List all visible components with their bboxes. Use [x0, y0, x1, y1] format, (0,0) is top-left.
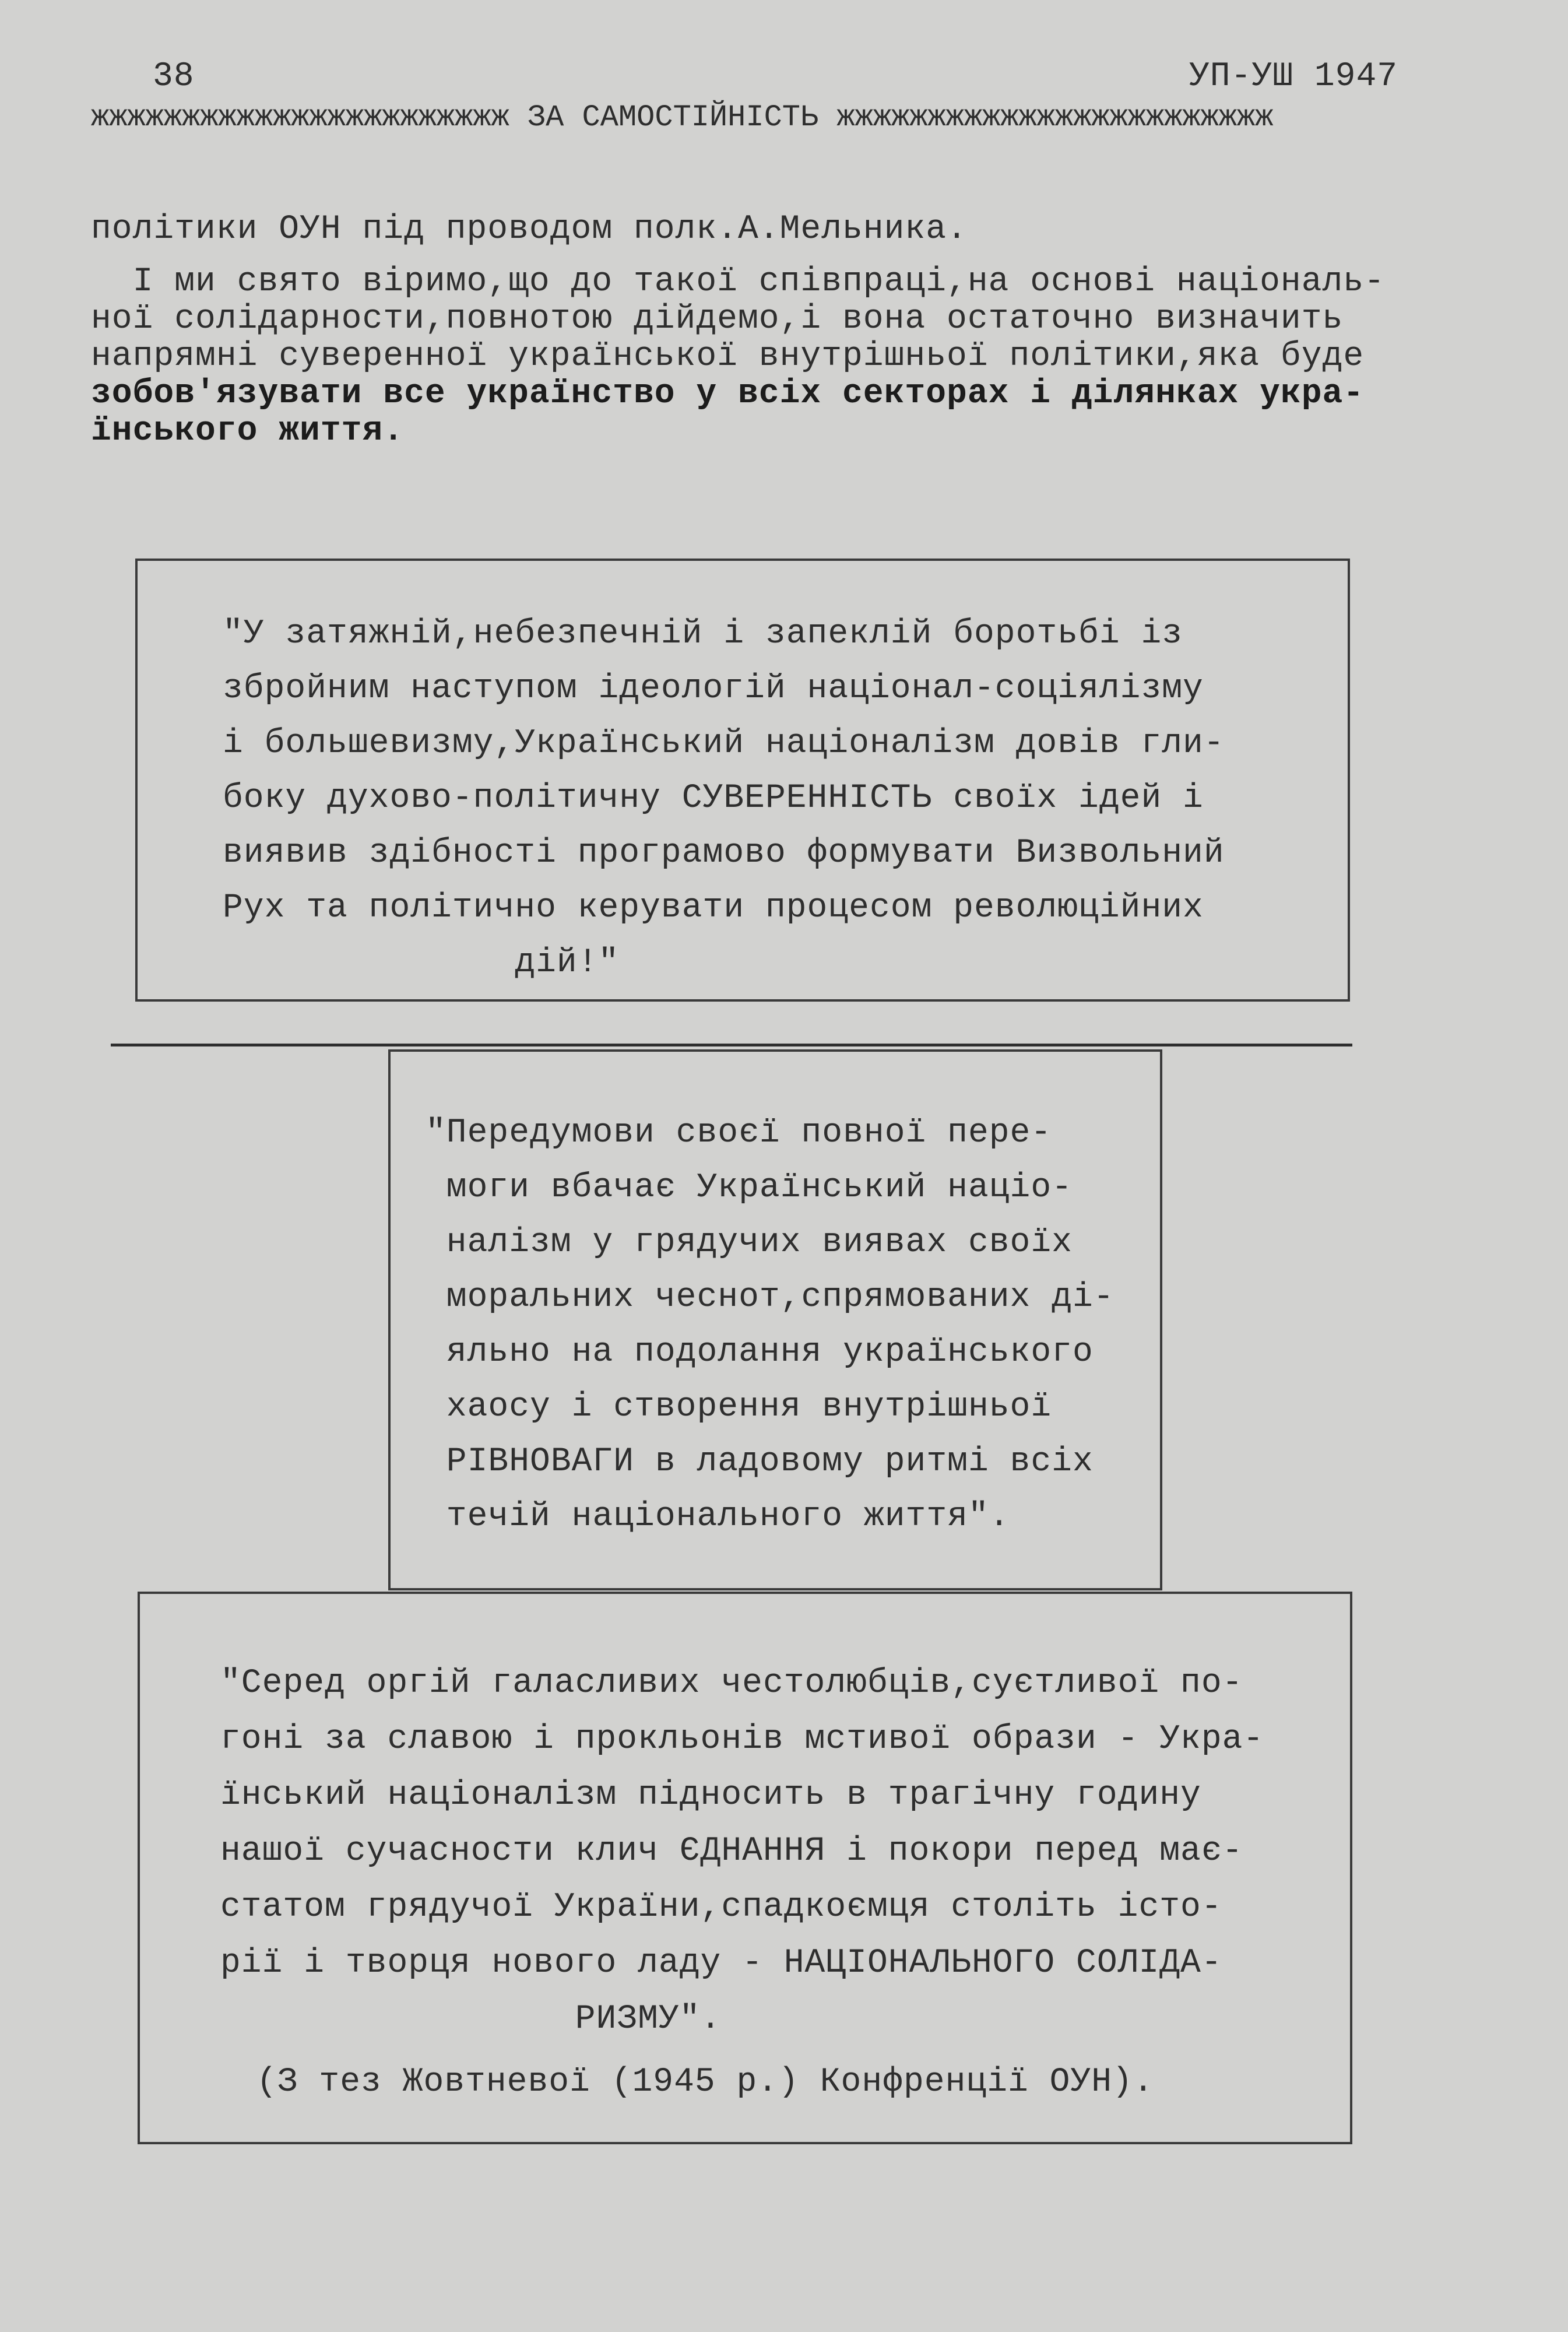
quote-2-line: течій національного життя".	[426, 1498, 1010, 1536]
quote-1-line: "У затяжній,небезпечній і запеклій боротьбі із	[223, 615, 1183, 653]
quote-3-line: їнський націоналізм підносить в трагічну годину	[220, 1776, 1201, 1814]
quote-3-line: РИЗМУ".	[220, 2000, 722, 2038]
separator-rule	[111, 1044, 1352, 1046]
quote-3-line: гоні за славою і прокльонів мстивої образи - Укра-	[220, 1720, 1264, 1758]
quote-2-line: РІВНОВАГИ в ладовому ритмі всіх	[426, 1443, 1094, 1481]
quote-3-line: нашої сучасности клич ЄДНАННЯ і покори перед має-	[220, 1832, 1243, 1870]
intro-line: політики ОУН під проводом полк.А.Мельника.	[91, 210, 968, 248]
journal-title: жжжжжжжжжжжжжжжжжжжжжжж ЗА САМОСТІЙНІСТЬ жжжжжжжжжжжжжжжжжжжжжжжж	[91, 100, 1274, 135]
quote-2-line: яльно на подолання українського	[426, 1333, 1094, 1371]
intro-line: ної солідарности,повнотою дійдемо,і вона остаточно визначить	[91, 300, 1344, 338]
quote-1-line: збройним наступом ідеологій націонал-соціялізму	[223, 670, 1204, 708]
quote-1-line: боку духово-політичну СУВЕРЕННІСТЬ своїх ідей і	[223, 779, 1204, 817]
quote-1-line: виявив здібності програмово формувати Визвольний	[223, 834, 1225, 872]
quote-1-line: і большевизму,Український націоналізм довів гли-	[223, 725, 1225, 763]
intro-line: І ми свято віримо,що до такої співпраці,на основі національ-	[91, 263, 1385, 301]
quote-2-line: хаосу і створення внутрішньої	[426, 1388, 1052, 1426]
intro-bold-line: зобов'язувати все українство у всіх секторах і ділянках укра-	[91, 375, 1365, 413]
page-number: 38	[153, 58, 195, 96]
quote-2-line: "Передумови своєї повної пере-	[426, 1114, 1052, 1152]
quote-3-line: рії і творця нового ладу - НАЦІОНАЛЬНОГО СОЛІДА-	[220, 1944, 1222, 1982]
quote-1-line: Рух та політично керувати процесом революційних	[223, 889, 1204, 927]
quote-3-source: (З тез Жовтневої (1945 р.) Конфренції ОУН).	[256, 2063, 1154, 2101]
quote-3-line: "Серед оргій галасливих честолюбців,суєтливої по-	[220, 1664, 1243, 1702]
quote-1-line: дій!"	[223, 944, 620, 982]
intro-bold-line: їнського життя.	[91, 412, 405, 450]
issue-label: УП-УШ 1947	[1189, 58, 1398, 96]
quote-3-line: статом грядучої України,спадкоємця століть істо-	[220, 1888, 1222, 1926]
quote-2-line: моральних чеснот,спрямованих ді-	[426, 1279, 1115, 1316]
quote-2-line: налізм у грядучих виявах своїх	[426, 1224, 1073, 1262]
intro-line: напрямні суверенної української внутрішньої політики,яка буде	[91, 338, 1365, 375]
quote-2-line: моги вбачає Український націо-	[426, 1169, 1073, 1207]
